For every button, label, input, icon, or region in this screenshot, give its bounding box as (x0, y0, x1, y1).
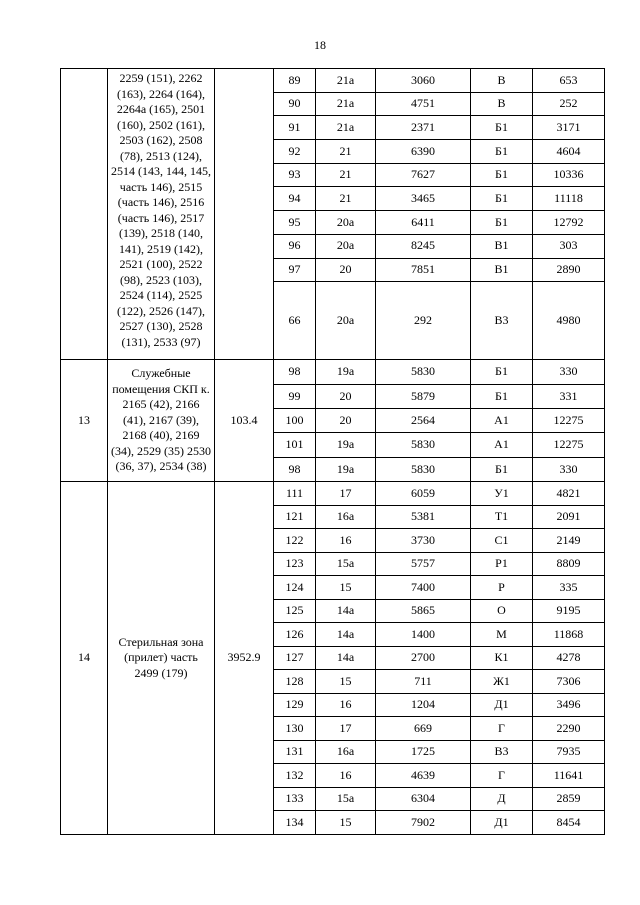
axis-cell: А1 (471, 433, 533, 457)
code-cell: 711 (376, 670, 471, 694)
value-cell: 303 (533, 234, 605, 258)
section-cell: 20 (316, 408, 376, 432)
value-cell: 7935 (533, 740, 605, 764)
value-cell: 330 (533, 457, 605, 481)
section-cell: 15 (316, 811, 376, 835)
row-number-cell: 126 (274, 623, 316, 647)
code-cell: 5381 (376, 505, 471, 529)
axis-cell: Р1 (471, 552, 533, 576)
axis-cell: В3 (471, 740, 533, 764)
code-cell: 5879 (376, 384, 471, 408)
value-cell: 331 (533, 384, 605, 408)
code-cell: 7400 (376, 576, 471, 600)
value-cell: 335 (533, 576, 605, 600)
value-cell: 4604 (533, 140, 605, 164)
section-cell: 15 (316, 576, 376, 600)
code-cell: 7627 (376, 163, 471, 187)
axis-cell: К1 (471, 646, 533, 670)
code-cell: 3465 (376, 187, 471, 211)
table-row (61, 360, 605, 384)
value-cell: 12275 (533, 433, 605, 457)
row-number-cell: 128 (274, 670, 316, 694)
code-cell: 5830 (376, 457, 471, 481)
value-cell: 8809 (533, 552, 605, 576)
section-cell: 16 (316, 764, 376, 788)
axis-cell: Б1 (471, 163, 533, 187)
row-number-cell: 66 (274, 282, 316, 360)
code-cell: 6411 (376, 211, 471, 235)
data-table (60, 68, 605, 835)
row-number-cell: 98 (274, 360, 316, 384)
value-cell: 252 (533, 92, 605, 116)
code-cell: 5865 (376, 599, 471, 623)
axis-cell: Б1 (471, 384, 533, 408)
axis-cell: Б1 (471, 116, 533, 140)
section-cell: 14а (316, 646, 376, 670)
value-cell: 2890 (533, 258, 605, 282)
section-cell: 19а (316, 360, 376, 384)
value-cell: 11118 (533, 187, 605, 211)
value-cell: 12792 (533, 211, 605, 235)
axis-cell: С1 (471, 529, 533, 553)
row-number-cell: 130 (274, 717, 316, 741)
axis-cell: В3 (471, 282, 533, 360)
axis-cell: Б1 (471, 360, 533, 384)
value-cell: 4278 (533, 646, 605, 670)
axis-cell: Б1 (471, 457, 533, 481)
value-cell: 3496 (533, 693, 605, 717)
code-cell: 5830 (376, 360, 471, 384)
section-cell: 20а (316, 211, 376, 235)
value-cell: 12275 (533, 408, 605, 432)
axis-cell: Б1 (471, 140, 533, 164)
axis-cell: Р (471, 576, 533, 600)
value-cell: 4821 (533, 482, 605, 506)
code-cell: 6304 (376, 787, 471, 811)
section-cell: 20а (316, 282, 376, 360)
code-cell: 292 (376, 282, 471, 360)
code-cell: 5757 (376, 552, 471, 576)
row-number-cell: 124 (274, 576, 316, 600)
axis-cell: О (471, 599, 533, 623)
row-number-cell: 90 (274, 92, 316, 116)
row-number-cell: 134 (274, 811, 316, 835)
section-cell: 16 (316, 529, 376, 553)
axis-cell: Д (471, 787, 533, 811)
section-cell: 20 (316, 258, 376, 282)
axis-cell: В1 (471, 234, 533, 258)
code-cell: 2700 (376, 646, 471, 670)
section-cell: 16 (316, 693, 376, 717)
row-number-cell: 131 (274, 740, 316, 764)
axis-cell: Г (471, 717, 533, 741)
section-cell: 20а (316, 234, 376, 258)
value-cell: 10336 (533, 163, 605, 187)
value-cell: 653 (533, 69, 605, 93)
axis-cell: Г (471, 764, 533, 788)
row-number-cell: 98 (274, 457, 316, 481)
row-number-cell: 99 (274, 384, 316, 408)
section-cell: 14а (316, 599, 376, 623)
row-number-cell: 94 (274, 187, 316, 211)
section-cell: 21 (316, 140, 376, 164)
section-cell: 15а (316, 787, 376, 811)
table-body (61, 69, 605, 835)
section-cell: 15 (316, 670, 376, 694)
axis-cell: В1 (471, 258, 533, 282)
value-cell: 2149 (533, 529, 605, 553)
section-cell: 17 (316, 482, 376, 506)
code-cell: 7902 (376, 811, 471, 835)
value-cell: 11641 (533, 764, 605, 788)
code-cell: 8245 (376, 234, 471, 258)
code-cell: 669 (376, 717, 471, 741)
section-cell: 21а (316, 69, 376, 93)
value-cell: 7306 (533, 670, 605, 694)
group-number-cell: 14 (61, 482, 108, 835)
row-number-cell: 97 (274, 258, 316, 282)
row-number-cell: 122 (274, 529, 316, 553)
row-number-cell: 132 (274, 764, 316, 788)
section-cell: 17 (316, 717, 376, 741)
code-cell: 1725 (376, 740, 471, 764)
row-number-cell: 100 (274, 408, 316, 432)
code-cell: 4639 (376, 764, 471, 788)
section-cell: 21а (316, 92, 376, 116)
row-number-cell: 95 (274, 211, 316, 235)
axis-cell: Д1 (471, 693, 533, 717)
section-cell: 21 (316, 187, 376, 211)
group-area-cell: 103.4 (215, 360, 274, 482)
code-cell: 2564 (376, 408, 471, 432)
group-description-cell: Служебные помещения СКП к. 2165 (42), 2166 (41), 2167 (39), 2168 (40), 2169 (34), 2529 (35) 2530 (36, 37), 2534 (38) (108, 360, 215, 482)
code-cell: 1400 (376, 623, 471, 647)
code-cell: 4751 (376, 92, 471, 116)
row-number-cell: 96 (274, 234, 316, 258)
group-description-cell: 2259 (151), 2262 (163), 2264 (164), 2264а (165), 2501 (160), 2502 (161), 2503 (162), 2508 (78), 2513 (124), 2514 (143, 144, 145, часть 146), 2515 (часть 146), 2516 (часть 146), 2517 (139), 2518 (140, 141), 2519 (142), 2521 (100), 2522 (98), 2523 (103), 2524 (114), 2525 (122), 2526 (147), 2527 (130), 2528 (131), 2533 (97) (108, 69, 215, 360)
code-cell: 1204 (376, 693, 471, 717)
axis-cell: Б1 (471, 211, 533, 235)
group-area-cell: 3952.9 (215, 482, 274, 835)
value-cell: 3171 (533, 116, 605, 140)
row-number-cell: 123 (274, 552, 316, 576)
row-number-cell: 91 (274, 116, 316, 140)
group-description-cell: Стерильная зона (прилет) часть 2499 (179) (108, 482, 215, 835)
axis-cell: В (471, 69, 533, 93)
axis-cell: А1 (471, 408, 533, 432)
group-area-cell (215, 69, 274, 360)
group-number-cell: 13 (61, 360, 108, 482)
axis-cell: Д1 (471, 811, 533, 835)
value-cell: 11868 (533, 623, 605, 647)
section-cell: 21 (316, 163, 376, 187)
code-cell: 6390 (376, 140, 471, 164)
section-cell: 21а (316, 116, 376, 140)
table-row (61, 69, 605, 93)
row-number-cell: 127 (274, 646, 316, 670)
axis-cell: Б1 (471, 187, 533, 211)
axis-cell: Т1 (471, 505, 533, 529)
value-cell: 2859 (533, 787, 605, 811)
code-cell: 3060 (376, 69, 471, 93)
section-cell: 19а (316, 433, 376, 457)
section-cell: 20 (316, 384, 376, 408)
row-number-cell: 121 (274, 505, 316, 529)
row-number-cell: 93 (274, 163, 316, 187)
row-number-cell: 129 (274, 693, 316, 717)
row-number-cell: 111 (274, 482, 316, 506)
value-cell: 4980 (533, 282, 605, 360)
code-cell: 6059 (376, 482, 471, 506)
section-cell: 16а (316, 740, 376, 764)
value-cell: 2091 (533, 505, 605, 529)
table-row (61, 482, 605, 506)
section-cell: 16а (316, 505, 376, 529)
value-cell: 8454 (533, 811, 605, 835)
value-cell: 2290 (533, 717, 605, 741)
group-number-cell (61, 69, 108, 360)
row-number-cell: 133 (274, 787, 316, 811)
value-cell: 330 (533, 360, 605, 384)
row-number-cell: 125 (274, 599, 316, 623)
row-number-cell: 89 (274, 69, 316, 93)
row-number-cell: 101 (274, 433, 316, 457)
value-cell: 9195 (533, 599, 605, 623)
code-cell: 2371 (376, 116, 471, 140)
section-cell: 15а (316, 552, 376, 576)
code-cell: 3730 (376, 529, 471, 553)
section-cell: 19а (316, 457, 376, 481)
section-cell: 14а (316, 623, 376, 647)
code-cell: 7851 (376, 258, 471, 282)
axis-cell: М (471, 623, 533, 647)
page-number: 18 (314, 38, 326, 52)
axis-cell: У1 (471, 482, 533, 506)
axis-cell: Ж1 (471, 670, 533, 694)
row-number-cell: 92 (274, 140, 316, 164)
axis-cell: В (471, 92, 533, 116)
code-cell: 5830 (376, 433, 471, 457)
